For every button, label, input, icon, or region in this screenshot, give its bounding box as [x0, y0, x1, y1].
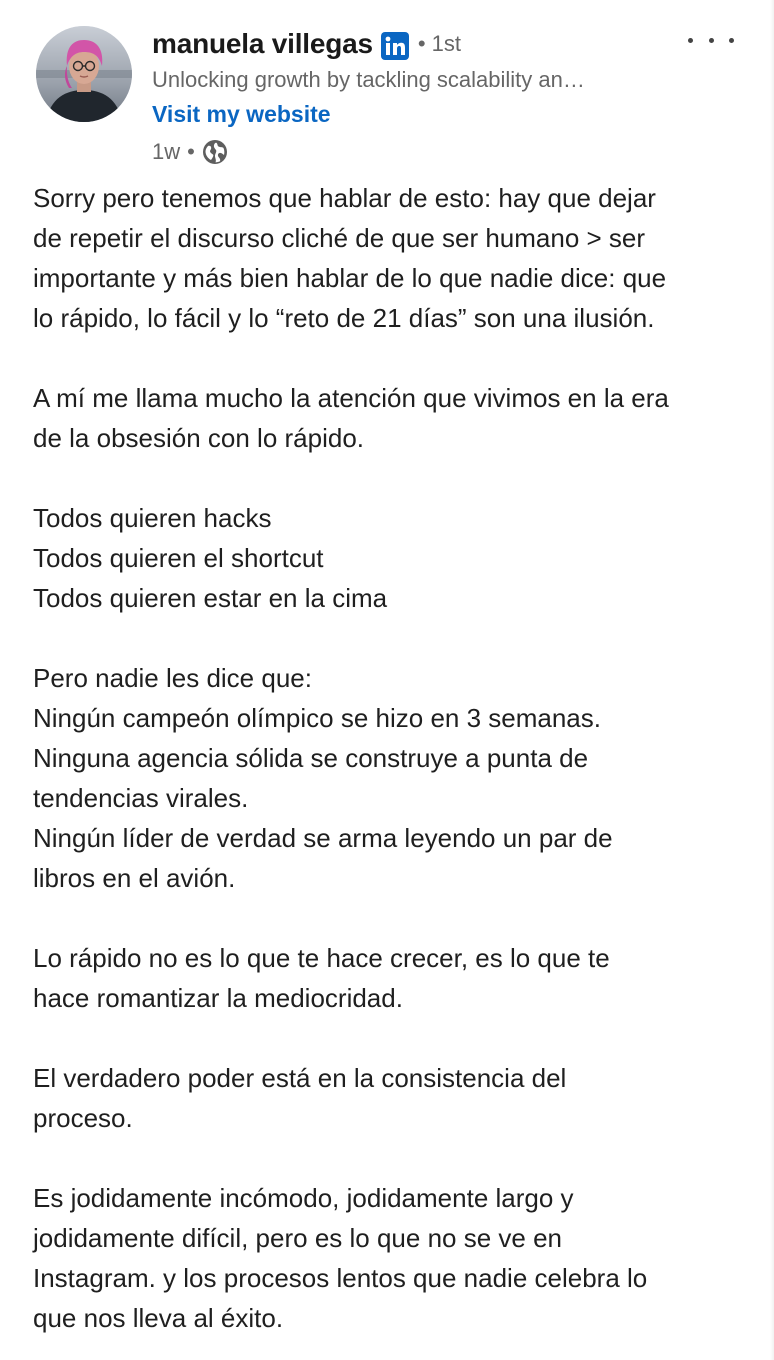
post-line: importante y más bien hablar de lo que nadie dice: que [33, 263, 667, 293]
post-line: de la obsesión con lo rápido. [33, 423, 365, 453]
post-line: El verdadero poder está en la consistencia del [33, 1063, 567, 1093]
post-line: tendencias virales. [33, 783, 249, 813]
post-text [33, 178, 748, 1338]
post-line: Ningún líder de verdad se arma leyendo un par de [33, 823, 613, 853]
post-line: libros en el avión. [33, 863, 236, 893]
post-line: proceso. [33, 1103, 133, 1133]
post-line: Todos quieren estar en la cima [33, 583, 388, 613]
post-line: Sorry pero tenemos que hablar de esto: hay que dejar [33, 183, 656, 213]
separator-dot: • [417, 31, 426, 56]
post-paragraph [33, 178, 748, 338]
post-line: A mí me llama mucho la atención que vivimos en la era [33, 383, 669, 413]
post-line: Instagram. y los procesos lentos que nadie celebra lo [33, 1263, 648, 1293]
post-paragraph [33, 1058, 748, 1138]
author-headline: Unlocking growth by tackling scalability an… [152, 67, 585, 92]
post-line: Ninguna agencia sólida se construye a punta de [33, 743, 589, 773]
post-line: Todos quieren hacks [33, 503, 272, 533]
visit-website-link[interactable]: Visit my website [152, 101, 331, 127]
post-line: jodidamente difícil, pero es lo que no se ve en [33, 1223, 563, 1253]
post-line: Todos quieren el shortcut [33, 543, 324, 573]
post-header [152, 24, 712, 168]
post-paragraph [33, 938, 748, 1018]
post-line: lo rápido, lo fácil y lo “reto de 21 días” son una ilusión. [33, 303, 655, 333]
post-line: Es jodidamente incómodo, jodidamente largo y [33, 1183, 574, 1213]
avatar-photo [36, 26, 132, 122]
linkedin-icon [381, 32, 409, 60]
post-paragraph [33, 378, 748, 458]
post-line: Ningún campeón olímpico se hizo en 3 semanas. [33, 703, 601, 733]
post-line: hace romantizar la mediocridad. [33, 983, 403, 1013]
post-timestamp: 1w [152, 139, 181, 164]
post-paragraph [33, 498, 748, 618]
more-options-icon[interactable] [688, 28, 734, 52]
post-paragraph [33, 1178, 748, 1338]
separator-dot: • [187, 139, 195, 164]
post-meta [152, 136, 712, 168]
post-line: Lo rápido no es lo que te hace crecer, es lo que te [33, 943, 610, 973]
author-name[interactable]: manuela villegas [152, 28, 373, 59]
post-line: que nos lleva al éxito. [33, 1303, 284, 1333]
post-paragraph [33, 658, 748, 898]
post-line: Pero nadie les dice que: [33, 663, 312, 693]
card-edge [770, 0, 774, 1360]
author-avatar[interactable] [36, 26, 132, 122]
post-line: de repetir el discurso cliché de que ser humano > ser [33, 223, 646, 253]
name-row [152, 24, 712, 64]
connection-degree: 1st [431, 31, 461, 56]
globe-icon [202, 139, 228, 165]
